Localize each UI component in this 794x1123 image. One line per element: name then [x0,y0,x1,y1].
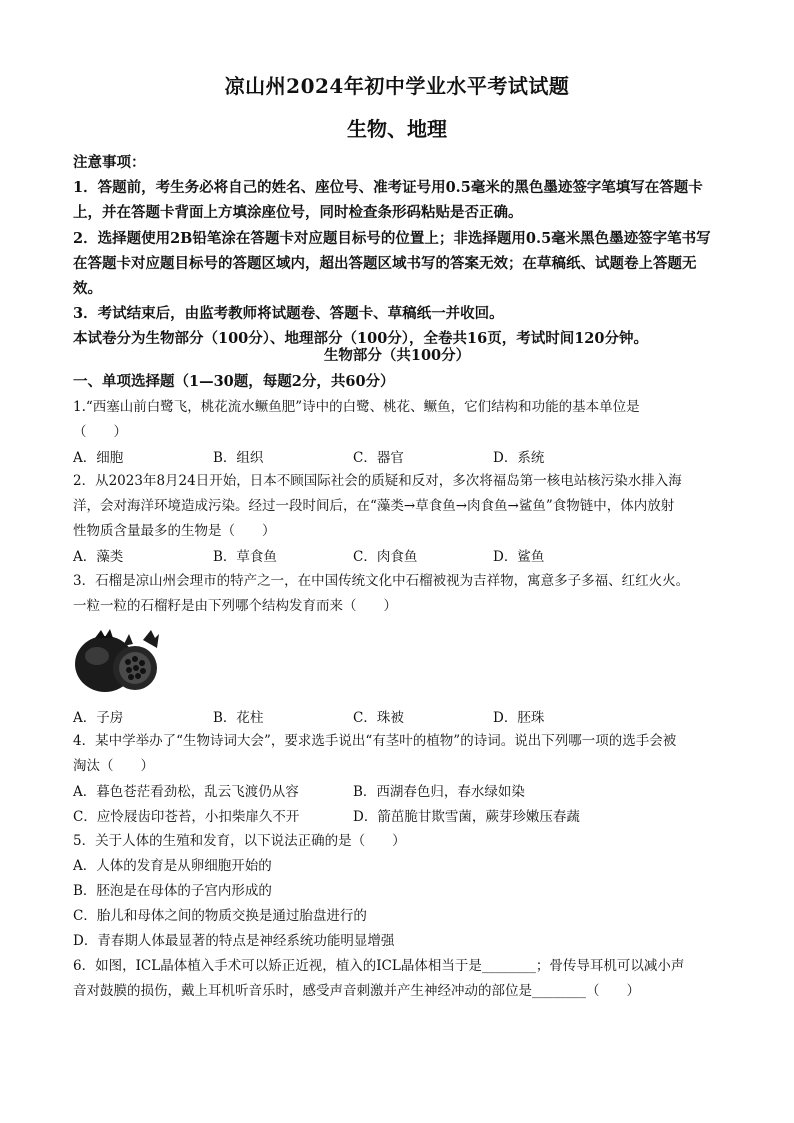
question-stem-line: 3．石榴是凉山州会理市的特产之一，在中国传统文化中石榴被视为吉祥物，寓意多子多福、红红火火。 [73,573,690,589]
option-a: A．人体的发育是从卵细胞开始的 [73,858,272,874]
question-2-options [73,545,723,570]
part-title: 一、单项选择题（1—30题，每题2分，共60分） [73,373,395,390]
option-d: D．鲨鱼 [493,549,545,565]
note-item-3: 3．考试结束后，由监考教师将试题卷、答题卡、草稿纸一并收回。 [73,305,504,323]
option-b: B．花柱 [213,710,264,726]
option-a: A．子房 [73,710,124,726]
option-c: C．珠被 [353,710,404,726]
option-d: D．系统 [493,450,545,466]
option-d: D．胚珠 [493,710,545,726]
note-item-2: 2．选择题使用2B铅笔涂在答题卡对应题目标号的位置上；非选择题用0.5毫米黑色墨迹签字笔书写在答题卡对应题目标号的答题区域内，超出答题区域书写的答案无效；在草稿纸、试题卷上答题无效。 [73,229,711,298]
section-title: 生物部分（共100分） [323,347,471,364]
exam-title: 凉山州2024年初中学业水平考试试题 [224,74,570,98]
question-6 [73,954,723,1004]
notes-summary: 本试卷分为生物部分（100分）、地理部分（100分），全卷共16页，考试时间120分钟。 [73,330,648,348]
question-stem-line: 1.“西塞山前白鹭飞，桃花流水鳜鱼肥”诗中的白鹭、桃花、鳜鱼，它们结构和功能的基本单位是 [73,399,640,415]
question-stem-line: 性物质含量最多的生物是（ ） [73,523,276,539]
question-stem-line: 一粒一粒的石榴籽是由下列哪个结构发育而来（ ） [73,598,397,614]
question-5 [73,829,723,954]
option-b: B．组织 [213,450,264,466]
question-stem-line: 音对鼓膜的损伤，戴上耳机听音乐时，感受声音刺激并产生神经冲动的部位是________（ ） [73,983,640,999]
option-d: D．青春期人体最显著的特点是神经系统功能明显增强 [73,933,395,949]
question-stem-line: 4．某中学举办了“生物诗词大会”，要求选手说出“有茎叶的植物”的诗词。说出下列哪一项的选手会被 [73,733,677,749]
question-3 [73,569,723,619]
question-4 [73,729,723,779]
question-2 [73,469,723,544]
question-stem-line: 2．从2023年8月24日开始，日本不顾国际社会的质疑和反对，多次将福岛第一核电站核污染水排入海 [73,473,682,489]
option-a: A．藻类 [73,549,124,565]
question-1-options [73,446,723,471]
question-stem-line: （ ） [73,424,127,440]
option-a: A．暮色苍茫看劲松，乱云飞渡仍从容 [73,784,299,800]
exam-subtitle: 生物、地理 [347,117,447,141]
option-c: C．器官 [353,450,404,466]
option-c: C．肉食鱼 [353,549,418,565]
option-b: B．胚泡是在母体的子宫内形成的 [73,883,272,899]
question-3-options [73,706,723,731]
question-stem-line: 洋，会对海洋环境造成污染。经过一段时间后，在“藻类→草食鱼→肉食鱼→鲨鱼”食物链中，体内放射 [73,498,675,514]
option-c: C．胎儿和母体之间的物质交换是通过胎盘进行的 [73,908,367,924]
option-a: A．细胞 [73,450,124,466]
notes-block [73,150,723,352]
pomegranate-image [73,624,161,696]
option-b: B．西湖春色归，春水绿如染 [353,784,525,800]
note-item-1: 1．答题前，考生务必将自己的姓名、座位号、准考证号用0.5毫米的黑色墨迹签字笔填写在答题卡上，并在答题卡背面上方填涂座位号，同时检查条形码粘贴是否正确。 [73,179,703,222]
question-stem-line: 6．如图，ICL晶体植入手术可以矫正近视，植入的ICL晶体相当于是________；骨传导耳机可以减小声 [73,958,685,974]
question-1 [73,395,723,445]
option-d: D．箭茁脆甘欺雪菌，蕨芽珍嫩压春蔬 [353,809,580,825]
option-c: C．应怜屐齿印苍苔，小扣柴扉久不开 [73,809,300,825]
question-4-options-row2 [73,805,723,830]
question-stem-line: 淘汰（ ） [73,758,154,774]
notes-heading: 注意事项： [73,154,146,171]
question-4-options-row1 [73,780,723,805]
question-stem-line: 5．关于人体的生殖和发育，以下说法正确的是（ ） [73,833,406,849]
option-b: B．草食鱼 [213,549,277,565]
